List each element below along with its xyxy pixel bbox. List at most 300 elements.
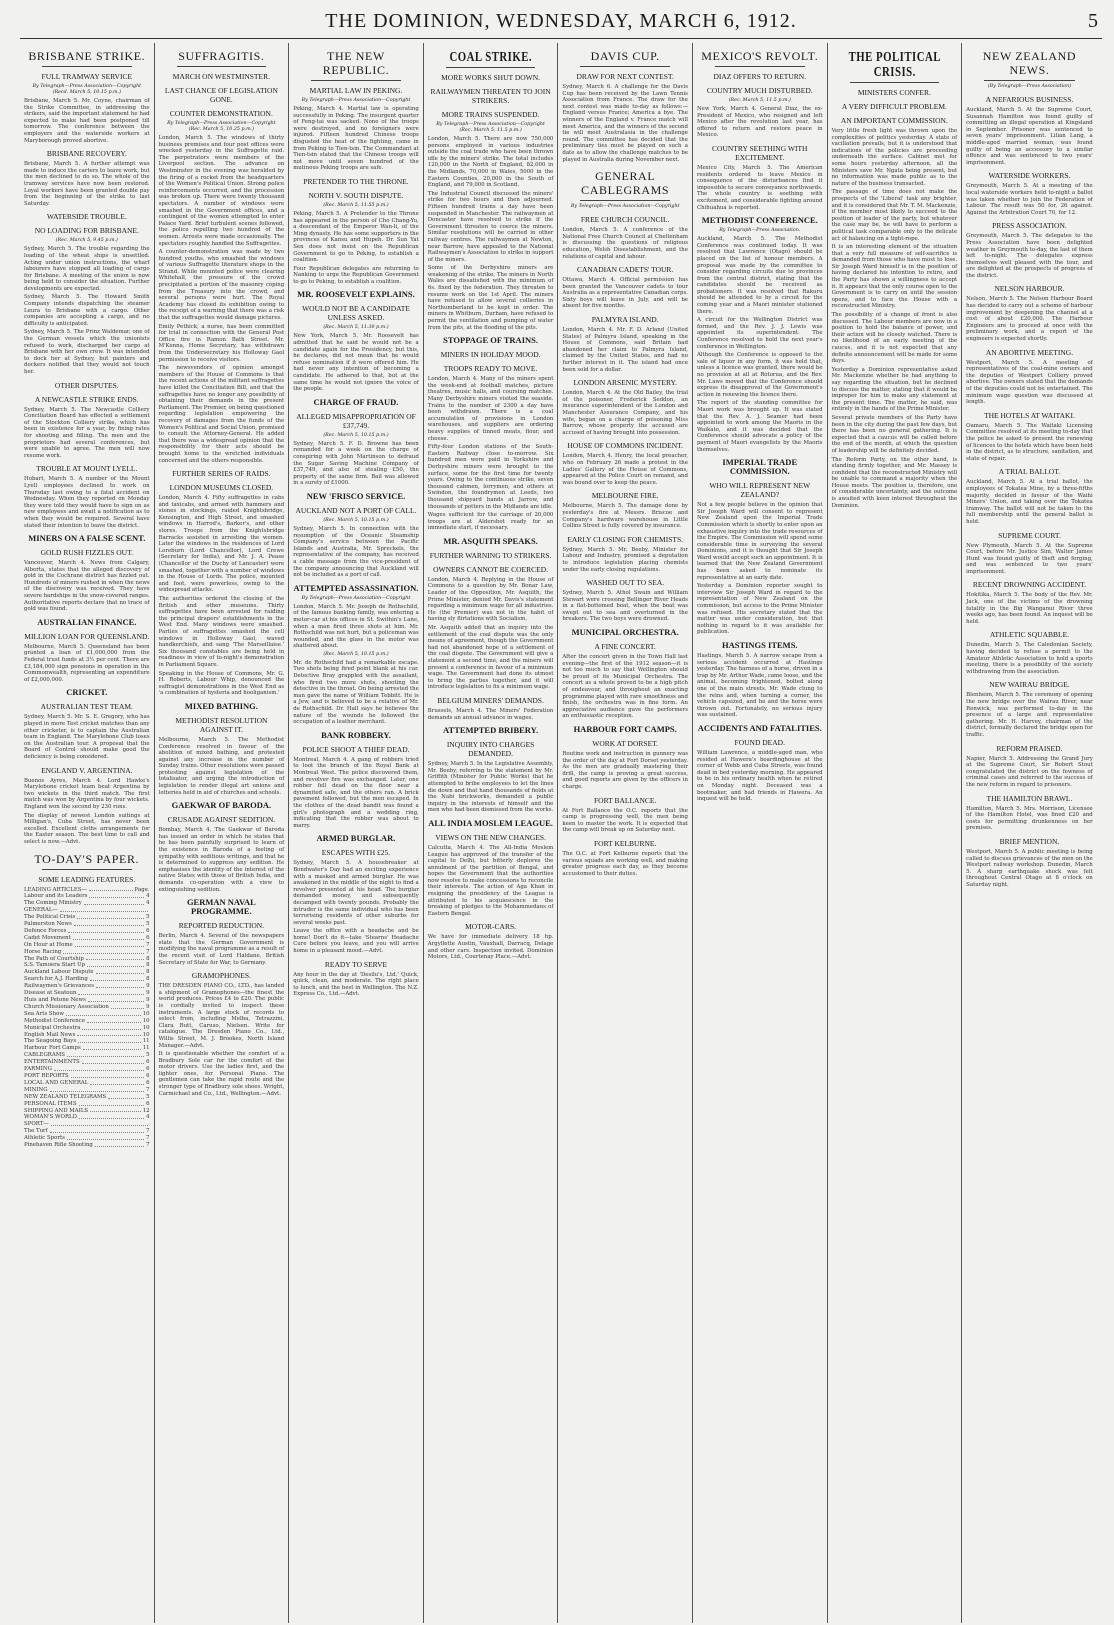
contents-row [24, 887, 150, 894]
subheading: COUNTRY MUCH DISTURBED. [706, 86, 813, 95]
article-paragraph: Greymouth, March 5. At a meeting of the local waterside workers held to-night a ballot was taken whether to join the Federation of Labour. The result was 50 for, 26 against. Against the Arbitration Court 70, for 12. [966, 183, 1093, 216]
leader-dots [96, 969, 145, 974]
subheading: THE HOTELS AT WAITAKI. [984, 410, 1075, 420]
section-heading: DAVIS CUP. [590, 49, 660, 63]
subheading: COUNTRY SEETHING WITH EXCITEMENT. [712, 143, 808, 162]
section-heading: ARMED BURGLAR. [316, 833, 396, 844]
column-3 [289, 43, 424, 1623]
subheading: AN IMPORTANT COMMISSION. [840, 116, 948, 125]
contents-page: 9 [146, 990, 150, 997]
heading-rule [715, 66, 805, 67]
subheading: RAILWAYMEN THREATEN TO JOIN STRIKERS. [430, 87, 551, 105]
contents-page: 7 [146, 1135, 150, 1142]
article-paragraph: Hokitika, March 5. The body of the Rev. Mr. Jack, one of the victims of the drowning fatality in the Big Wanganui River three weeks ago, has been found. An inquest will be held. [966, 592, 1093, 625]
section-heading: MIXED BATHING. [184, 700, 258, 711]
subheading: COUNTER DEMONSTRATION. [169, 109, 273, 118]
subheading: SOME LEADING FEATURES. [38, 874, 136, 884]
column-area [20, 43, 1102, 1623]
contents-label: GENERAL— [24, 907, 58, 914]
contents-row [24, 893, 150, 900]
contents-label: Railwaymen's Grievances [24, 983, 94, 990]
leader-dots [66, 1011, 141, 1016]
subheading: PALMYRA ISLAND. [591, 315, 659, 325]
leader-dots [71, 1073, 145, 1078]
contents-page: 8 [146, 962, 150, 969]
article-paragraph: Sydney, March 5. In connection with the resumption of the Oceanic Steamship Company's service between the Pacific Islands and Australia, Mr. Spreckels, the representative of the company, has received a cable message from the vice-president of the company announcing that Auckland will not be included as a port of call. [293, 525, 419, 579]
contents-label: Athletic Sports [24, 1135, 65, 1142]
subheading: GRAMOPHONES. [191, 971, 251, 981]
article-paragraph: Calcutta, March 4. The All-India Moslem League has approved of the transfer of the capital to Delhi, but bitterly deplores the annulment of the partition of Bengal, and hopes the Government that the authorities now resolve to make concessions to reconcile their interests. The action of Aga Khan in resigning the presidency of the League is attributed to his acquiescence in the breaking of pledges to the Mohammedans of Eastern Bengal. [427, 844, 554, 917]
leader-dots [96, 983, 144, 988]
contents-page: 6 [146, 927, 150, 934]
article-paragraph: Westport, March 5. A public meeting is being called to discuss grievances of the men on the Westport railway workshop. Dunedin, March 5. A sharp earthquake shock was felt throughout Central Otago at 8 o'clock on Saturday night. [966, 848, 1093, 888]
article-paragraph: A counter-demonstration was made by two hundred youths, who smashed the windows of various Suffragette literature shops in the Strand. While mounted police were clearing Whitehall, the pressure of the crowd precipitated a portion of the masonry coping from the Treasury into the crowd, and several persons were hurt. The Royal Academy has closed its exhibition owing to the receipt of a warning that there was a risk that the suffragettes would damage pictures. [158, 249, 285, 322]
contents-row [24, 1066, 150, 1073]
contents-row [24, 1004, 150, 1011]
contents-row [24, 1018, 150, 1025]
heading-rule [580, 200, 670, 201]
contents-page: 6 [146, 1066, 150, 1073]
leader-dots [54, 1066, 144, 1071]
wire-credit: By Telegraph—Press Association—Copyright [436, 122, 545, 127]
subheading: SUPREME COURT. [998, 530, 1061, 540]
subheading: PRETENDER TO THE THRONE. [303, 176, 409, 186]
contents-row [24, 949, 150, 956]
subheading: WASHED OUT TO SEA. [586, 578, 665, 588]
contents-page: 6 [146, 1072, 150, 1079]
subheading: REFORM PRAISED. [996, 743, 1063, 753]
article-paragraph: Yesterday a Dominion reporter sought to interview Sir Joseph Ward in regard to the representation of New Zealand on the commission, but access to the Prime Minister was refused. His secretary stated that the matter was under consideration, but that nothing in regard to it was available for publication. [696, 583, 823, 636]
contents-row [24, 1052, 150, 1059]
contents-row [24, 907, 150, 914]
section-heading: MEXICO'S REVOLT. [701, 49, 819, 63]
article-paragraph: The Industrial Council discussed the miners' strike for two hours and then adjourned. Fifteen hundred trains a day have been suspended in Manchester. The railwaymen at Doncaster have resolved to strike if the Government threaten to coerce the miners. Similar resolutions will be carried in other railway centres. The railwaymen at Newton, near Barrow, have appealed to the National Railwaymen's Association to strike in support of the miners. [427, 190, 554, 263]
contents-page: 8 [146, 976, 150, 983]
contents-page: 4 [146, 893, 150, 900]
contents-row [24, 1038, 150, 1045]
contents-row [24, 1128, 150, 1135]
section-heading: GAEKWAR OF BARODA. [171, 800, 272, 811]
leader-dots [89, 893, 144, 898]
contents-label: FARMING [24, 1066, 52, 1073]
article-paragraph: Dunedin, March 5. The Caledonian Society, having decided to refuse a permit to the Amateur Athletic Association to hold a sports meeting, there is a possibility of the society withdrawing from the association. [966, 642, 1093, 675]
article-paragraph: Very little fresh light was thrown upon the complexities of politics yesterday. A state of vacillation prevails, but it is understood that indications of the policies are proceeding underneath the surface. Cabinet met for some hours yesterday afternoon, all the Ministers save Mr. Ngata being present, but no information was made public as to the nature of the business transacted. [831, 128, 958, 187]
contents-row [24, 1114, 150, 1121]
contents-row [24, 990, 150, 997]
article-paragraph: Mr. de Rothschild had a remarkable escape. Two shots being fired point blank at his car. Detective Bray grappled with the assailant, who fired two more shots, shooting the detective in the throat. On being arrested the man gave the name of William Tebbitt. He is a Jew, and is believed to be a relative of Mr. de Rothschild. Dr. Hall says he believes the nature of the wounds he followed the occupation of a leather merchant. [293, 659, 419, 726]
subheading: A NEFARIOUS BUSINESS. [985, 95, 1074, 104]
leader-dots [63, 949, 144, 954]
subheading: BRISBANE RECOVERY. [46, 149, 127, 159]
contents-label: NEW ZEALAND TELEGRAMS [24, 1093, 107, 1100]
contents-label: Sea Arts Show [24, 1010, 64, 1017]
article-paragraph: The possibility of a change of front is also discussed. The Labour members are now in a position to hold the balance of power, and their action will be closely watched. There is no likelihood of an early meeting of the caucus, and it is not expected that any definite announcement will be made for some days. [831, 312, 958, 365]
section-heading: GERMAN NAVAL PROGRAMME. [186, 897, 256, 917]
heading-rule [42, 869, 132, 870]
article-paragraph: Montreal, March 4. A gang of robbers tried to loot the branch of the Royal Bank at Montreal West. The police discovered them, and revolver fire was exchanged. Later, one robber fell dead on the floor near a dynamited safe, and the others ran. A brick pavement followed, but the men escaped. In the clothes of the dead bandit was found a girl's photograph and a wedding ring, indicating that the robber was about to marry. [293, 756, 419, 829]
contents-page: 10 [142, 1017, 150, 1024]
column-4 [424, 43, 559, 1623]
article-paragraph: Oamaru, March 5. The Waitaki Licensing Committee resolved at its meeting to-day that the police be asked to present the renewing of licences to the hotels which have been held in the district, as to structure, sanitation, and state of repair. [966, 422, 1093, 462]
article-paragraph: Mr. Asquith added that an inquiry into the settlement of the coal dispute was the only means of agreement, though the Government had not abandoned hope of a settlement of the coal dispute. The Government will give a statement a second time, and the miners will present a conference in favour of a minimum wage. The Government had done its utmost to bring the parties together, and it will introduce legislation to fix a minimum wage. [427, 625, 554, 691]
article-paragraph: After the concert given in the Town Hall last evening—the first of the 1912 season—it is not too much to say that Wellington should be proud of its Municipal Orchestra. The concert as a whole proved to be a high pitch of endeavour, and throughout an exacting programme played with rare smoothness and finish, the orchestra was in fine form. An appreciative audience gave the performers an enthusiastic reception. [562, 654, 688, 720]
subheading: GOLD RUSH FIZZLES OUT. [40, 548, 133, 558]
article-paragraph: London, March 4. Many of the miners spent the week-end at football matches, picture theatres, music halls, and coursing matches. Many Derbyshire miners visited the seaside. Trains to the number of 2300 a day have been withdrawn. There is a coal accumulation of provisions in London warehouses, and suppliers are ordering heavy supplies of tinned meats, flour, and cheese. [427, 376, 554, 442]
contents-label: The Seagoing Bays [24, 1038, 77, 1045]
article-paragraph: Although the Conference is opposed to the sale of liquor in any form, it was held that, unless a licence was granted, there would be no provision at all at Rotorua, and the Rev. Mr. Laws moved that the Conference should express its disapproval of the Government's action in renewing the licence there. [696, 352, 823, 398]
subheading: A FINE CONCERT. [594, 642, 656, 652]
subheading: FORT BALLANCE. [594, 795, 657, 805]
article-paragraph: Brisbane, March 5. Mr. Coyne, chairman of the Strike Committee, in addressing the strikers, said the important statement he had expected to make had been postponed till tomorrow. The conference between the employers and the waterside workers at Maryborough proved abortive. [24, 98, 150, 144]
leader-dots [90, 1080, 144, 1085]
article-paragraph: Hobart, March 5. A number of the Mount Lyell employees declined to work on Thursday last owing to a fatal accident on Wednesday. When they reported on Monday they were told they would have to sign on as new employees and await a notification as to when they would be required. Several have stated their intention to leave the district. [24, 476, 150, 529]
subheading: BRIEF MENTION. [999, 836, 1060, 846]
leader-dots [88, 997, 144, 1002]
leader-dots [83, 1045, 141, 1050]
section-heading: NEW 'FRISCO SERVICE. [306, 490, 406, 501]
section-heading: CHARGE OF FRAUD. [313, 396, 399, 407]
contents-row [24, 1087, 150, 1094]
contents-row [24, 1025, 150, 1032]
contents-row [24, 956, 150, 963]
contents-row [24, 997, 150, 1004]
subheading: MORE TRAINS SUSPENDED. [441, 110, 540, 119]
subheading: VIEWS ON THE NEW CHANGES. [435, 832, 546, 842]
article-paragraph: Sydney, March 5. Mr. S. E. Gregory, who has played in more Test cricket matches than any other cricketer, is to captain the Australian team in England. The Marylebone Club loses on the Australian tour. A proposal that the Board of Control should make good the deficiency is being considered. [24, 714, 150, 760]
contents-label: Disease at Seatoun [24, 990, 77, 997]
contents-page: 11 [142, 1045, 150, 1052]
leader-dots [82, 1059, 145, 1064]
subheading: A VERY DIFFICULT PROBLEM. [841, 102, 947, 111]
section-heading: METHODIST CONFERENCE. [701, 215, 818, 226]
leader-dots [89, 887, 133, 892]
subheading: MOTOR-CARS. [465, 922, 517, 932]
leader-dots [67, 1135, 144, 1140]
contents-label: The Coming Ministry [24, 900, 82, 907]
contents-page: 7 [146, 1086, 150, 1093]
contents-row [24, 914, 150, 921]
article-paragraph: Sydney, March 5. Mr. Beeby, Minister for Labour and Industry, promised a deputation to introduce legislation placing chemists under the early closing regulations. [562, 546, 688, 573]
article-paragraph: Mexico City, March 5. The American residents ordered to leave Mexico in consequence of the disturbances find it impossible to secure conveyance northwards. The whole country is seething with excitement, and considerable fighting around Chihuahua is reported. [696, 164, 823, 211]
column-7 [828, 43, 963, 1623]
subheading: DRAW FOR NEXT CONTEST. [576, 72, 674, 81]
contents-label: Huis and Petone News [24, 997, 86, 1003]
subheading: NORTH V. SOUTH DISPUTE. [308, 190, 404, 200]
leader-dots [90, 1108, 141, 1113]
leader-dots [78, 990, 144, 995]
article-paragraph: London, March 4. Henry, the local preacher, who on February 26 made a protest in the Ladies' Gallery of the House of Commons, appeared at the Police Court on remand, and was bound over to keep the peace. [562, 453, 688, 486]
wire-credit: (Rec. March 5, 11.30 p.m.) [323, 325, 389, 331]
leader-dots [79, 1114, 144, 1119]
article-paragraph: London, March 5. There are now 750,000 persons employed in various industries outside the coal trade who have been thrown idle by the miners' strike. The total includes 120,000 in the North of England, 82,000 in the Midlands, 70,000 in Wales, 5000 in the Eastern Counties, 20,000 in the South of England, and 79,000 in Scotland. [427, 136, 554, 189]
leader-dots [60, 907, 148, 912]
contents-label: Pinehaven Rifle Shooting [24, 1142, 93, 1149]
subheading: ENGLAND V. ARGENTINA. [41, 765, 133, 775]
contents-row [24, 1108, 150, 1115]
subheading: RECENT DROWNING ACCIDENT. [972, 580, 1087, 590]
subheading: MORE WORKS SHUT DOWN. [441, 73, 541, 82]
subheading: WATERSIDE TROUBLE. [46, 212, 127, 222]
article-paragraph: Emily Pethick, a nurse, has been committed for trial in connection with the General Post Office fire in Ramon Bath Street. Mr. M'Kenna, Home Secretary, has withdrawn from the Undersecretary his Holloway Gaol permission to receive visitors. [158, 323, 285, 363]
wire-credit: By Telegraph—Press Association. [719, 228, 801, 234]
wire-credit: By Telegraph—Press Association—Copyright [167, 121, 276, 126]
wire-credit: (Rec. March 5, 10.25 p.m.) [188, 127, 255, 132]
article-paragraph: The passage of time does not make the prospects of the 'Liberal' task any brighter, and it is considered that Mr. T. M. Mackenzie, if the member most likely to succeed to the position of leader of the party, but whatever the case may be, he will have to perform a political task comparable only to the delicate act of balancing on a tight-rope. [831, 189, 958, 242]
subheading: FURTHER SERIES OF RAIDS. [172, 469, 271, 479]
article-paragraph: Sydney, March 5. The Prinz Waldemar, one of the German vessels which the unionists refused to work, discharged her cargo at Brisbane with her own crew. It was intended to dock her at Sydney, but painters and dockers notified that they would not touch her. [24, 329, 150, 375]
subheading: WORK AT DORSET. [592, 739, 659, 748]
contents-page: 5 [146, 914, 150, 921]
contents-label: PORT REPORTS [24, 1072, 69, 1079]
section-heading: STOPPAGE OF TRAINS. [443, 335, 538, 346]
article-paragraph: Brisbane, March 5. A further attempt was made to induce the carters to leave work, but the men declined to do so. The whole of the tramway services have now been restored. Loyal workers have been granted double pay from the beginning of the strike to last Saturday. [24, 161, 150, 207]
contents-row [24, 962, 150, 969]
contents-label: ENTERTAINMENTS [24, 1059, 80, 1066]
contents-row [24, 1080, 150, 1087]
section-heading: ALL INDIA MOSLEM LEAGUE. [428, 817, 553, 828]
contents-page: 9 [146, 997, 150, 1003]
leader-dots [78, 1038, 141, 1043]
subheading: INQUIRY INTO CHARGES DEMANDED. [446, 740, 535, 759]
article-paragraph: Melbourne, March 5. The damage done by yesterday's fire at Messrs. Briscoe and Company's hardware warehouse in Little Collins Street is fully covered by insurance. [562, 503, 688, 530]
subheading: CANADIAN CADETS' TOUR. [577, 265, 674, 275]
article-paragraph: Sydney, March 5. In the Legislative Assembly, Mr. Beeby, referring to the statement by Mr. Griffith (Minister for Public Works) that he attempted to bribe employees to let the lines die down and that hand thousands of fields at the Nabi brickworks, demanded a public inquiry in the interests of himself and the men who had been dismissed from the works. [427, 761, 554, 814]
contents-label: CABLEGRAMS [24, 1052, 65, 1059]
section-heading: MR. ASQUITH SPEAKS. [443, 535, 538, 546]
article-paragraph: The Reform Party, on the other hand, is standing firmly together, and Mr. Massey is confident that the reconstructed Ministry will be unable to command a majority when the House meets. The position is, therefore, one of considerable uncertainty, and the outcome is awaited with keen interest throughout the Dominion. [831, 456, 958, 509]
subheading: TROOPS READY TO MOVE. [443, 364, 538, 374]
article-paragraph: Auckland, March 5. The Methodist Conference was continued today. It was resolved that Lawrence (Otago) should be placed on the list of honour members. A proposal was made by the committee to consider regarding circuits due to provinces from the central district, stating that the candidates should be received as probationers. It was resolved that Rakuru should be attended to by a circuit for the coming year and a Maori minister stationed there. [696, 236, 823, 315]
contents-page: 7 [146, 1142, 150, 1149]
article-paragraph: Fifty-four London stations of the South-Eastern Railway close to-morrow. Six hundred men were paid in Yorkshire and Derbyshire miners were brought to the surface, some for the first time for twenty years. Owing to the continuous strike, seven thousand cabmen, lorrymen, and others at Swindon, the foundrymen at Leeds, two thousand shipyard hands at Jarrow, and thousands of potters in the Midlands are idle. [427, 444, 554, 510]
masthead [20, 8, 1102, 39]
subheading: AUSTRALIAN TEST TEAM. [40, 702, 133, 712]
article-paragraph: The authorities ordered the closing of the British and other museums. Thirty suffragettes have been arrested for raiding the principal drapers' establishments in the West End. Many windows were smashed. Parties of suffragettes smashed the cell windows in Holloway Gaol, waved handkerchiefs, and sang 'The Marseillaise.' Six thousand constables are being held in readiness in view of to-night's demonstration in Parliament Square. [158, 596, 285, 668]
section-heading: THE NEW REPUBLIC. [322, 49, 390, 77]
section-heading: MINERS ON A FALSE SCENT. [28, 533, 146, 544]
article-paragraph: Four Republican delegates are returning to Nanking to urge the Republican Government to go to Peking, to establish a coalition. [293, 265, 419, 285]
section-heading: COAL STRIKE. [449, 49, 532, 64]
contents-page: 10 [142, 1010, 150, 1017]
subheading: FORT KELBURNE. [594, 838, 657, 848]
contents-row [24, 1101, 150, 1108]
subheading: FULL TRAMWAY SERVICE [41, 72, 133, 81]
contents-row [24, 1073, 150, 1080]
contents-label: The Path of Courtship [24, 955, 84, 962]
column-2 [155, 43, 290, 1623]
article-paragraph: Peking, March 4. Martial law is operating successfully in Peking. The insurgent quarter of Feng-tai was sacked. None of the troops were destroyed, and no foreigners were injured. Fifteen hundred Chinese troops disgusted the heat of the fighting, came in from Peking to Tien-tsin. The Commandant at Tien-tsin stated that the Chinese troops will not move until seven hundred of the mutinous Peking troops are safe. [293, 106, 419, 172]
contents-label: Auckland Labour Dispute [24, 969, 94, 976]
leader-dots [82, 1025, 140, 1030]
subheading: OWNERS CANNOT BE COERCED. [433, 564, 549, 574]
contents-row [24, 942, 150, 949]
column-1 [20, 43, 155, 1623]
column-5 [558, 43, 693, 1623]
subheading: ALLEGED MISAPPROPRIATION OF £37,749. [296, 411, 416, 430]
contents-row [24, 1135, 150, 1142]
leader-dots [74, 921, 144, 926]
leader-dots [84, 900, 144, 905]
article-paragraph: Ottawa, March 4. Official permission has been granted the Vancouver cadets to tour Australia as a representative Canadian corps. Sixty boys will leave in July, and will be absent for five months. [562, 277, 688, 310]
contents-page: 6 [146, 934, 150, 941]
subheading: HOUSE OF COMMONS INCIDENT. [567, 441, 684, 451]
section-heading: ACCIDENTS AND FATALITIES. [697, 722, 822, 733]
column-6 [693, 43, 828, 1623]
contents-label: English Mail News [24, 1031, 76, 1038]
contents-label: PERSONAL ITEMS [24, 1100, 77, 1107]
subheading: MINERS IN HOLIDAY MOOD. [440, 350, 541, 360]
section-heading: CRICKET. [66, 687, 108, 698]
article-paragraph: It is an interesting element of the situation that a very full measure of self-sacrifice is demanded from those who have most to lose. Sir Joseph Ward himself is in the position of having declared his intention to retire, and the Party has shown a willingness to accept it. It appears that the only course open to the Government is to carry on until the session opens, and to face the House with a reconstructed Ministry. [831, 244, 958, 310]
subheading: LONDON MUSEUMS CLOSED. [169, 483, 274, 493]
subheading: ATHLETIC SQUABBLE. [989, 630, 1070, 640]
contents-page: 10 [142, 1031, 150, 1038]
article-paragraph: Hastings, March 5. A narrow escape from a serious accident occurred at Hastings yesterday. The harness of a horse, driven in a trap by Mr. Arthur Wade, came loose, and the animal, becoming frightened, bolted along one of the main streets. Mr. Wade clung to the reins and, when turning a corner, the vehicle capsized, and he and the horse were thrown out. Fortunately, no serious injury was sustained. [696, 653, 823, 719]
article-paragraph: Nelson, March 5. The Nelson Harbour Board has decided to carry out a scheme of harbour improvement by deepening the channel at a cost of about £20,000. The Harbour Engineers are to proceed at once with the preliminary work, and a report of the engineers is expected shortly. [966, 296, 1093, 343]
contents-row [24, 900, 150, 907]
heading-rule [177, 66, 267, 67]
contents-row [24, 976, 150, 983]
contents-row [24, 1094, 150, 1101]
subheading: EARLY CLOSING FOR CHEMISTS. [567, 534, 683, 544]
heading-rule [311, 80, 401, 81]
contents-page: 7 [146, 941, 150, 948]
article-paragraph: Wages sufficient for the carriage of 20,000 troops are at Aldershot ready for an immediate start, if necessary. [427, 512, 554, 532]
contents-row [24, 969, 150, 976]
subheading: FURTHER WARNING TO STRIKERS. [429, 550, 552, 560]
section-heading: THE POLITICAL CRISIS. [848, 49, 941, 79]
article-paragraph: Peking, March 5. A Pretender to the Throne has appeared in the person of Cho Chang-Yu, a descendant of the Emperor Wan-li, of the Ming dynasty. He has some supporters in the provinces of Kansu and Hupeh. Dr. Sun Yat Sen does not insist on the Republican Government to go to Peking, to establish a coalition. [293, 210, 419, 264]
subheading: AN ABORTIVE MEETING. [985, 347, 1074, 357]
contents-label: Municipal Orchestra [24, 1024, 81, 1031]
contents-label: Search for A.J. Harding [24, 976, 88, 983]
contents-page: 11 [142, 1038, 150, 1045]
subheading: WATERSIDE WORKERS. [988, 171, 1071, 181]
contents-label: Harbour Fort Camps [24, 1045, 81, 1052]
heading-rule [580, 66, 670, 67]
section-heading: AUSTRALIAN FINANCE. [37, 616, 137, 627]
subheading: REPORTED REDUCTION. [178, 921, 265, 931]
subheading: ESCAPES WITH £25. [321, 848, 391, 858]
wire-credit: By Telegraph—Press Association—Copyright [301, 98, 411, 103]
contents-page: 6 [146, 1079, 150, 1086]
contents-page: 7 [146, 1128, 150, 1135]
subheading: PRESS ASSOCIATION. [992, 221, 1067, 231]
contents-row [24, 1142, 150, 1149]
wire-credit: (Rec. March 5, 10.15 p.m.) [323, 651, 389, 657]
section-heading: NEW ZEALAND NEWS. [982, 49, 1077, 77]
article-paragraph: Some of the Derbyshire miners are weakening of the strike. The miners in North Wales are dissatisfied with the minimum of 6s. fixed by the federation. They threaten to resume work on the 1st April. The miners have refused to allow several collieries in Northumberland to be kept in order. The miners in Whitburn, Durham, have refused to permit the ventilation and pumping of water from the pits, at the flooding of the pits. [427, 265, 554, 331]
article-paragraph: Bombay, March 4. The Gaekwar of Baroda has issued an order in which he states that he has been painfully surprised to learn of the existence in Baroda of a feeling of sympathy with seditious writings, and that he is determined to suppress any sedition. He emphasises the identity of the interest of the native States with those of British India, and demands co-operation with a view to extinguishing sedition. [158, 827, 285, 893]
article-paragraph: Speaking in the House of Commons, Mr. G. H. Roberts, Labour Whip, denounced the suffragist demonstrations in the West End as 'a combination of hysteria and hooliganism.' [158, 670, 285, 697]
subheading: MARTIAL LAW IN PEKING. [309, 86, 403, 95]
subheading: FOUND DEAD. [734, 737, 785, 747]
article-paragraph: The O.C. at Fort Kelburne reports that the various squads are working well, and making greater progress each day, as they become accustomed to their duties. [562, 850, 688, 877]
section-heading: SUFFRAGITIS. [178, 49, 265, 63]
wire-credit: By Telegraph—Press Association—Copyright [301, 595, 411, 601]
subheading: FREE CHURCH COUNCIL. [580, 215, 670, 225]
contents-page: 9 [146, 1003, 150, 1010]
leader-dots [75, 942, 145, 947]
article-paragraph: Sydney, March 5. Athol Swain and William Stewart were crossing Bellinger River Heads in a flat-bottomed boat, when the boat was swept out to sea and overturned in the breakers. The two boys were drowned. [562, 590, 688, 623]
article-paragraph: At Fort Ballance the O.C. reports that the camp is progressing well, the men being keen to master the work. It is expected that the camp will break up on Saturday next. [562, 807, 688, 834]
article-paragraph: Melbourne, March 5. The Methodist Conference resolved in favour of the abolition of mixed bathing, and protested against any increase in the number of Sunday trains. Other resolutions were passed protesting against legislation of the totalisator, and urging the introduction of legislation to render illegal art unions and lotteries held in aid of churches and schools. [158, 736, 285, 796]
leader-dots [108, 1094, 144, 1099]
leader-dots [67, 1052, 144, 1057]
contents-label: MINING [24, 1086, 48, 1093]
article-paragraph: Brussels, March 4. The Miners' Federation demands an annual advance in wages. [427, 707, 554, 721]
subheading: MELBOURNE FIRE. [591, 491, 659, 501]
subheading: LAST CHANCE OF LEGISLATION GONE. [164, 86, 278, 104]
contents-page: 12 [142, 1107, 150, 1114]
contents-page: 5 [146, 1052, 150, 1059]
article-paragraph: London, March 5. Mr. Joseph de Rothschild, of the famous banking family, was entering a motor-car at his offices in St. Swithin's Lane, when a man fired three shots at him. Mr. Rothschild was not hurt, but a policeman was wounded, and the glass in the motor was shattered about. [293, 603, 419, 650]
section-heading: BANK ROBBERY. [321, 729, 391, 740]
subheading: OTHER DISPUTES. [54, 380, 119, 390]
contents-page: 4 [146, 900, 150, 907]
contents-label: Cadet Movement [24, 934, 71, 941]
article-paragraph: New York, March 5. Mr. Roosevelt has admitted that he said he would not be a candidate again for the Presidency, but this, he declares, did not mean that he would refuse nomination if it were offered him. He had never any intention of becoming a candidate. He adhered to that, but at the same time he would not ignore the voice of the people. [293, 333, 419, 393]
heading-rule [42, 66, 132, 67]
article-paragraph: London, March 5. A conference of the National Free Church Council at Cheltenham is discussing the questions of religious education, Welsh Disestablishment, and the relations of capital and labour. [562, 227, 688, 260]
article-paragraph: Yesterday a Dominion representative asked Mr. Mackenzie whether he had anything to say regarding the situation, but he declined to discuss the matter, stating that it would be improper for him to make any statement at the present time. The matter, he said, was entirely in the hands of the Prime Minister. [831, 366, 958, 413]
article-paragraph: London, March 4. At the Old Bailey, the trial of the poisoner, Frederick Seddon, an insurance superintendent of the London and Manchester Assurance Company, and his wife, began on a charge of poisoning Miss Barrow, whose property the accused are accused of having brought into possession. [562, 390, 688, 436]
wire-credit: (Rec. March 5, 11.5 p.m.) [459, 128, 522, 133]
section-heading: BRISBANE STRIKE. [28, 49, 146, 63]
subheading: DIAZ OFFERS TO RETURN. [713, 72, 807, 81]
leader-dots [87, 962, 144, 967]
article-paragraph: Napier, March 5. Addressing the Grand Jury at the Supreme Court, Sir Robert Stout congratulated the district on the fewness of criminal cases and referred to the success of the new reform in regard to prisoners. [966, 755, 1093, 788]
contents-label: Horse Racing [24, 948, 62, 955]
subheading: POLICE SHOOT A THIEF DEAD. [302, 744, 410, 754]
article-paragraph: Berlin, March 4. Several of the newspapers state that the German Government is modifying the naval programme as a result of the recent visit of Lord Haldane, British Secretary of State for War, to Germany. [158, 933, 285, 966]
subheading: WOULD NOT BE A CANDIDATE UNLESS ASKED. [302, 304, 410, 323]
article-paragraph: Melbourne, March 5. Queensland has been granted a loan of £1,000,000 from the Federal trust funds at 3½ per cent. There are £3,184,000 sign pensions in operation in the Commonwealth, representing an expenditure of £2,000,000. [24, 643, 150, 683]
subheading: LONDON ARSENIC MYSTERY. [573, 378, 677, 388]
wire-credit: (Recd. March 5, 10.15 p.m.) [52, 90, 121, 95]
article-paragraph: London, March 4. Fifty suffragettes in cabs and taxicabs, and armed with hammers and stones in stockings, raided Knightsbridge, Kensington, and High Street, and smashed windows in Harrod's, Barker's, and other stores. Troops from the Knightsbridge Barracks assisted in arresting the women. Later the windows in the residences of Lord Loreburn (Lord Chancellor), Lord Crewe (Secretary for India), and Mr. J. A. Pease (Chancellor of the Duchy of Lancaster) were smashed, together with a number of windows in the House of Lords. The police, mounted and foot, were powerless, owing to the widespread attacks. [158, 495, 285, 594]
section-heading: MR. ROOSEVELT EXPLAINS. [297, 289, 415, 300]
article-paragraph: Buenos Ayres, March 4. Lord Hawke's Marylebone cricket team beat Argentina by two wickets in the third match. The first match was won by Argentina by four wickets. England won the second by 230 runs. [24, 777, 150, 810]
subheading: MILLION LOAN FOR QUEENSLAND. [24, 631, 150, 641]
article-paragraph: Sydney, March 5. The trouble regarding the loading of the wheat ships is unsettled. Acting under union instructions, the wharf labourers have stopped all loading of cargo for Brisbane. A meeting of the union is now being held to consider the situation. Further developments are expected. [24, 246, 150, 292]
article-paragraph: William Lawrence, a middle-aged man, who resided at Hawera's boardinghouse at the corner of Webb and Cuba Streets, was found dead in bed yesterday morning. He appeared to be in his ordinary health when he retired on Monday night. Deceased was a bootmaker, and had friends in Hawera. An inquest will be held. [696, 749, 823, 803]
subheading: NEW WAIRAU BRIDGE. [989, 680, 1070, 690]
leader-dots [68, 928, 144, 933]
contents-page: 10 [142, 1024, 150, 1031]
subheading: A NEWCASTLE STRIKE ENDS. [34, 394, 139, 404]
contents-row [24, 921, 150, 928]
section-heading: TO-DAY'S PAPER. [34, 851, 140, 866]
leader-dots [111, 1004, 144, 1009]
subheading: NELSON HARBOUR. [994, 284, 1065, 294]
article-paragraph: Leave the office with a headache and be home! Don't do it—take 'Stearns' Headache Cure before you leave, and you will arrive home in a pleasant mood.—Advt. [293, 928, 419, 955]
article-paragraph: Sydney, March 5. The Newcastle Colliery Conciliation Board has effected a settlement of the Stockton Colliery strike, which has been in existence for a year, by fixing rates for shooting and filling. The men and the proprietors had several conferences, but were unable to agree. The men will now resume work. [24, 406, 150, 459]
wire-credit: By Telegraph—Press Association—Copyright [570, 204, 680, 210]
leader-dots [86, 956, 144, 961]
subheading: NO LOADING FOR BRISBANE. [34, 226, 139, 236]
contents-label: Methodist Conference [24, 1017, 85, 1024]
leader-dots [79, 1101, 145, 1106]
contents-page: 5 [146, 1093, 150, 1100]
contents-label: WOMAN'S WORLD [24, 1114, 77, 1121]
article-paragraph: We have for immediate delivery 18 hp. Argyllette Austin, Vauxhall, Darracq, Delage and other cars. Inspection invited. Dominion Motors, Ltd., Courtenay Place.—Advt. [427, 934, 554, 961]
contents-page: 6 [146, 1059, 150, 1066]
contents-row [24, 1032, 150, 1039]
page-number: 5 [1088, 10, 1098, 32]
contents-row [24, 928, 150, 935]
article-paragraph: Sydney, March 5. A housebreaker at Bondwater's Day had an exciting experience with a masked and armed burglar. He was awakened in the middle of the night to find a revolver presented at his head. The burglar demanded money, and subsequently decamped with twenty pounds. Probably the intruder is the same individual who has been terrorising residents of other suburbs for several weeks past. [293, 860, 419, 926]
